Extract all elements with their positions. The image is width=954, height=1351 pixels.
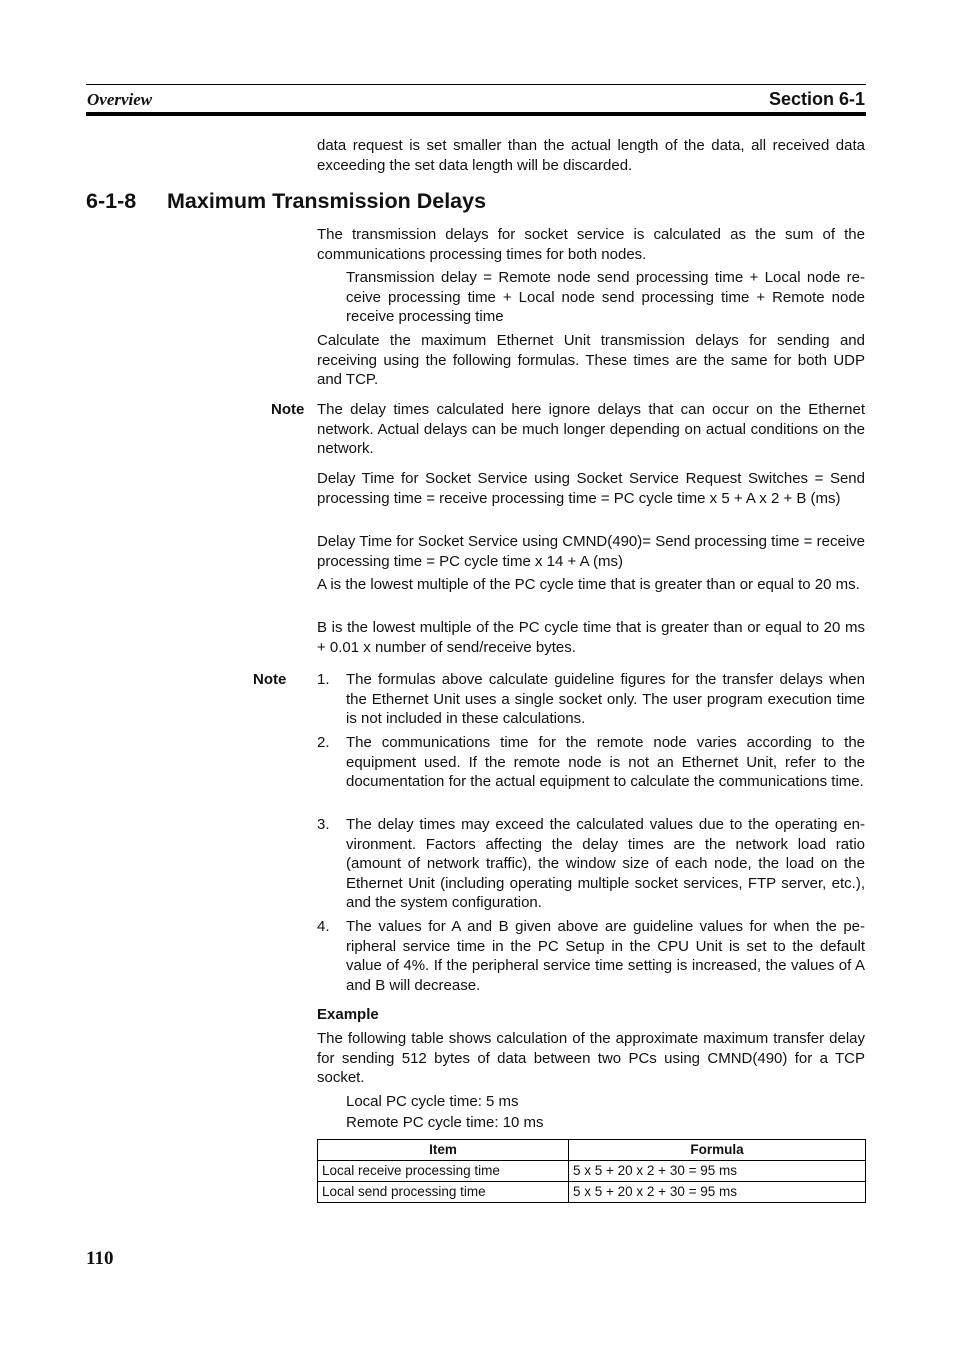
header-chapter-title: Overview [87,90,153,109]
header-top-rule [86,84,866,85]
table-cell-item: Local send processing time [318,1182,569,1203]
table-row [318,1182,866,1203]
table-header-formula: Formula [569,1140,866,1161]
formula-cmnd: Delay Time for Socket Service using CMND(490)= Send processing time = receive processing time = PC cycle time x 14 + A (ms) [317,533,865,570]
notes-label: Note [253,671,287,688]
note-item-text: The delay times may exceed the calculated values due to the operating en-vironment. Factors affecting the delay times are the network load ratio (amount of network traffic), the window size of each node, the load on the Ethernet Unit (including operating multiple socket services, FTP server, etc.), and the system configuration. [346,816,865,911]
section-title: Maximum Transmission Delays [167,189,487,213]
note-item-text: The formulas above calculate guideline figures for the transfer delays when the Ethernet Unit uses a single socket only. The user program execution time is not included in these calculations. [346,671,865,727]
note-item-number: 1. [317,671,330,688]
example-heading: Example [317,1006,379,1023]
formula-socket-switches: Delay Time for Socket Service using Socket Service Request Switches = Send processing time = receive processing time = PC cycle time x 5 + A x 2 + B (ms) [317,470,865,507]
note-item-number: 3. [317,816,330,833]
page-number: 110 [86,1248,114,1269]
header-section-number: Section 6-1 [768,89,865,109]
table-row [318,1161,866,1182]
definition-b: B is the lowest multiple of the PC cycle time that is greater than or equal to 20 ms + 0.01 x number of send/receive bytes. [317,619,865,656]
table-cell-formula: 5 x 5 + 20 x 2 + 30 = 95 ms [569,1182,866,1203]
example-text: The following table shows calculation of the approximate maximum transfer delay for sending 512 bytes of data between two PCs using CMND(490) for a TCP socket. [317,1030,865,1086]
local-cycle-time: Local PC cycle time: 5 ms [346,1093,519,1110]
intro-continuation: data request is set smaller than the actual length of the data, all received data exceeding the set data length will be discarded. [317,137,865,174]
note-text: The delay times calculated here ignore delays that can occur on the Ethernet network. Actual delays can be much longer depending on actual conditions on the network. [317,401,865,457]
note-item-text: The communications time for the remote node varies according to the equipment used. If the remote node is not an Ethernet Unit, refer to the documentation for the actual equipment to calculate the communications time. [346,734,865,790]
header-bottom-rule [86,112,866,116]
formula-transmission-delay: Transmission delay = Remote node send processing time + Local node re-ceive processing time + Local node send processing time + Remote node receive processing time [346,269,865,325]
note-item-text: The values for A and B given above are guideline values for when the pe-ripheral service time in the PC Setup in the CPU Unit is set to the default value of 4%. If the peripheral service time setting is increased, the values of A and B will decrease. [346,918,865,994]
section-heading [86,189,486,214]
definition-a: A is the lowest multiple of the PC cycle time that is greater than or equal to 20 ms. [317,576,860,593]
paragraph-transmission-delays: The transmission delays for socket service is calculated as the sum of the communications processing times for both nodes. [317,226,865,263]
note-item-number: 2. [317,734,330,751]
note-label: Note [271,401,305,418]
table-header-row [318,1140,866,1161]
note-item-number: 4. [317,918,330,935]
table-cell-formula: 5 x 5 + 20 x 2 + 30 = 95 ms [569,1161,866,1182]
table-header-item: Item [318,1140,569,1161]
remote-cycle-time: Remote PC cycle time: 10 ms [346,1114,544,1131]
table-cell-item: Local receive processing time [318,1161,569,1182]
section-number: 6-1-8 [86,189,137,213]
paragraph-calculate: Calculate the maximum Ethernet Unit transmission delays for sending and receiving using the following formulas. These times are the same for both UDP and TCP. [317,332,865,388]
delay-table [317,1139,866,1203]
